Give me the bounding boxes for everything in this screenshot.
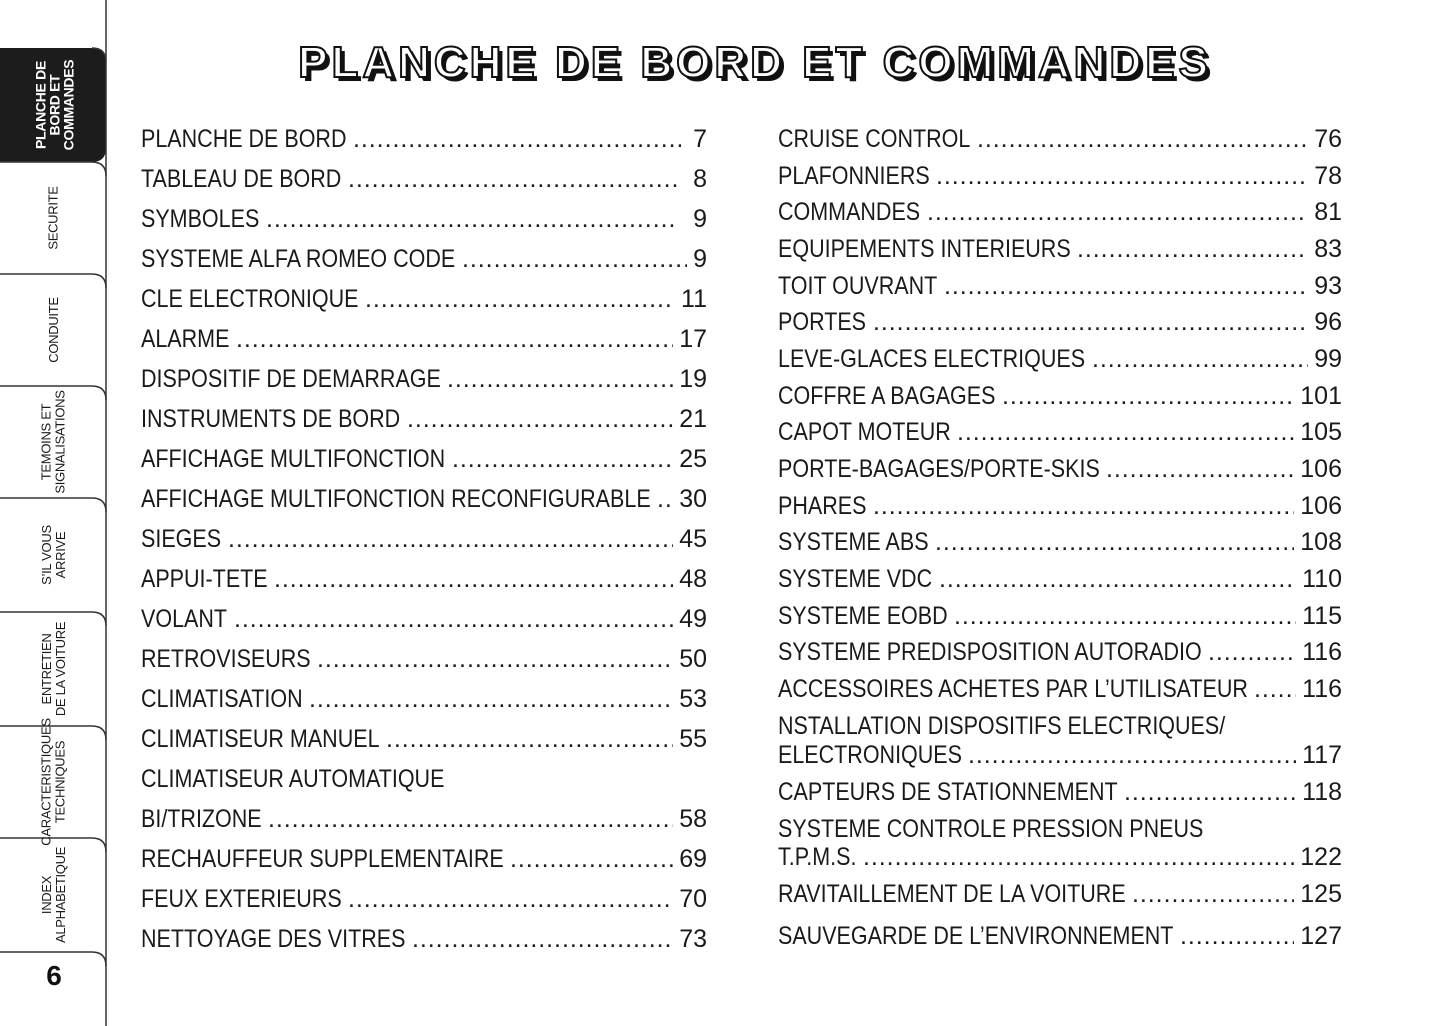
toc-entry-page: 58 bbox=[679, 805, 707, 833]
toc-entry-page: 25 bbox=[679, 445, 707, 473]
toc-entry[interactable] bbox=[141, 564, 707, 594]
toc-entry-page: 116 bbox=[1302, 675, 1342, 703]
toc-entry-page: 73 bbox=[679, 925, 707, 953]
toc-entry-page: 49 bbox=[679, 605, 707, 633]
toc-entry-page: 8 bbox=[693, 165, 707, 193]
toc-entry-label: PLAFONNIERS bbox=[778, 162, 930, 190]
toc-entry[interactable] bbox=[141, 924, 707, 954]
toc-leader-dots bbox=[348, 884, 673, 914]
toc-entry-label: RETROVISEURS bbox=[141, 645, 311, 673]
toc-entry-page: 122 bbox=[1300, 843, 1342, 871]
toc-entry-page: 83 bbox=[1314, 235, 1342, 263]
toc-leader-dots bbox=[365, 284, 675, 314]
toc-entry[interactable] bbox=[778, 740, 1342, 770]
page-title: PLANCHE DE BORD ET COMMANDES bbox=[298, 38, 1212, 87]
toc-entry-page: 50 bbox=[679, 645, 707, 673]
page-number: 6 bbox=[46, 960, 62, 991]
toc-entry[interactable] bbox=[778, 417, 1342, 447]
toc-entry[interactable] bbox=[141, 124, 707, 154]
toc-entry-label: CAPTEURS DE STATIONNEMENT bbox=[778, 778, 1118, 806]
toc-entry-label: PLANCHE DE BORD bbox=[141, 125, 347, 153]
tab-conduite[interactable]: CONDUITE bbox=[46, 297, 61, 363]
chapter-tabs bbox=[0, 0, 108, 1026]
toc-entry[interactable] bbox=[141, 364, 707, 394]
toc-entry[interactable] bbox=[778, 921, 1342, 951]
toc-entry-page: 101 bbox=[1300, 382, 1342, 410]
toc-entry-label: SAUVEGARDE DE L’ENVIRONNEMENT bbox=[778, 922, 1174, 950]
toc-entry[interactable] bbox=[778, 777, 1342, 807]
tab-planche-de-bord[interactable]: PLANCHE DE BORD ET COMMANDES bbox=[31, 59, 76, 151]
toc-entry-page: 115 bbox=[1302, 602, 1342, 630]
toc-entry-page: 116 bbox=[1302, 638, 1342, 666]
toc-entry[interactable] bbox=[141, 684, 707, 714]
toc-entry[interactable] bbox=[778, 601, 1342, 631]
toc-leader-dots bbox=[317, 644, 673, 674]
toc-entry-page: 69 bbox=[679, 845, 707, 873]
toc-entry-page: 76 bbox=[1314, 125, 1342, 153]
toc-entry[interactable] bbox=[778, 637, 1342, 667]
toc-entry-page: 21 bbox=[679, 405, 707, 433]
toc-entry[interactable] bbox=[141, 524, 707, 554]
toc-leader-dots bbox=[936, 161, 1308, 191]
tab-securite[interactable]: SECURITE bbox=[46, 186, 61, 250]
tab-caracteristiques[interactable]: CARACTERISTIQUES TECHNIQUES bbox=[39, 718, 69, 846]
toc-leader-dots bbox=[266, 204, 676, 234]
toc-entry-label: COFFRE A BAGAGES bbox=[778, 382, 996, 410]
toc-leader-dots bbox=[957, 417, 1294, 447]
toc-entry-label: ELECTRONIQUES bbox=[778, 741, 962, 769]
toc-leader-dots bbox=[1254, 674, 1296, 704]
toc-leader-dots bbox=[657, 484, 673, 514]
toc-entry-page: 55 bbox=[679, 725, 707, 753]
toc-entry-label: CAPOT MOTEUR bbox=[778, 418, 951, 446]
toc-leader-dots bbox=[407, 404, 673, 434]
toc-entry-page: 48 bbox=[679, 565, 707, 593]
toc-entry-label: RAVITAILLEMENT DE LA VOITURE bbox=[778, 880, 1126, 908]
toc-leader-dots bbox=[927, 197, 1308, 227]
toc-entry-label: CLIMATISATION bbox=[141, 685, 303, 713]
toc-entry[interactable] bbox=[778, 674, 1342, 704]
toc-leader-dots bbox=[234, 604, 673, 634]
toc-entry[interactable] bbox=[778, 454, 1342, 484]
toc-entry-label: SYSTEME ABS bbox=[778, 528, 929, 556]
toc-entry-page: 118 bbox=[1302, 778, 1342, 806]
toc-entry-label: COMMANDES bbox=[778, 198, 921, 226]
toc-leader-dots bbox=[1208, 637, 1296, 667]
toc-entry[interactable] bbox=[141, 404, 707, 434]
toc-leader-dots bbox=[935, 527, 1294, 557]
toc-leader-dots bbox=[353, 124, 681, 154]
tab-temoins[interactable]: TEMOINS ET SIGNALISATIONS bbox=[38, 390, 68, 494]
toc-leader-dots bbox=[447, 364, 673, 394]
toc-entry[interactable] bbox=[141, 604, 707, 634]
toc-entry[interactable] bbox=[141, 804, 707, 834]
tab-index[interactable]: INDEX ALPHABETIQUE bbox=[38, 846, 68, 944]
toc-leader-dots bbox=[1106, 454, 1294, 484]
toc-entry[interactable] bbox=[778, 307, 1342, 337]
toc-entry[interactable] bbox=[141, 164, 707, 194]
toc-entry-label: NSTALLATION DISPOSITIFS ELECTRIQUES/ bbox=[778, 712, 1226, 740]
toc-entry-label: NETTOYAGE DES VITRES bbox=[141, 925, 406, 953]
toc-entry-page: 125 bbox=[1300, 880, 1342, 908]
toc-entry-page: 17 bbox=[679, 325, 707, 353]
toc-entry[interactable] bbox=[141, 204, 707, 234]
toc-entry-page: 19 bbox=[679, 365, 707, 393]
toc-entry-page: 106 bbox=[1300, 492, 1342, 520]
toc-entry-label: ALARME bbox=[141, 325, 230, 353]
toc-entry-page: 105 bbox=[1300, 418, 1342, 446]
toc-entry-label: BI/TRIZONE bbox=[141, 805, 262, 833]
toc-entry-label: SIEGES bbox=[141, 525, 222, 553]
toc-entry-page: 11 bbox=[681, 285, 707, 313]
toc-entry-label: RECHAUFFEUR SUPPLEMENTAIRE bbox=[141, 845, 504, 873]
toc-entry[interactable] bbox=[141, 284, 707, 314]
toc-leader-dots bbox=[348, 164, 681, 194]
toc-entry-label: SYSTEME VDC bbox=[778, 565, 933, 593]
toc-entry-label: INSTRUMENTS DE BORD bbox=[141, 405, 401, 433]
toc-leader-dots bbox=[1124, 777, 1296, 807]
toc-entry[interactable] bbox=[778, 271, 1342, 301]
toc-entry-page: 106 bbox=[1300, 455, 1342, 483]
toc-entry-page: 127 bbox=[1300, 922, 1342, 950]
toc-entry-page: 96 bbox=[1314, 308, 1342, 336]
toc-entry-label: SYSTEME ALFA ROMEO CODE bbox=[141, 245, 456, 273]
toc-entry-label: FEUX EXTERIEURS bbox=[141, 885, 342, 913]
toc-entry-page: 110 bbox=[1302, 565, 1342, 593]
toc-entry-page: 9 bbox=[693, 205, 707, 233]
toc-entry-label: PORTE-BAGAGES/PORTE-SKIS bbox=[778, 455, 1100, 483]
toc-entry-page: 7 bbox=[693, 125, 707, 153]
toc-entry-label: SYSTEME PREDISPOSITION AUTORADIO bbox=[778, 638, 1202, 666]
toc-entry-label: EQUIPEMENTS INTERIEURS bbox=[778, 235, 1071, 263]
tab-entretien[interactable]: ENTRETIEN DE LA VOITURE bbox=[38, 621, 68, 717]
toc-entry-page: 45 bbox=[679, 525, 707, 553]
toc-entry-label: CLIMATISEUR AUTOMATIQUE bbox=[141, 765, 445, 793]
toc-leader-dots bbox=[236, 324, 673, 354]
toc-entry[interactable] bbox=[141, 884, 707, 914]
toc-entry[interactable] bbox=[778, 491, 1342, 521]
toc-entry-page: 99 bbox=[1314, 345, 1342, 373]
toc-leader-dots bbox=[1180, 921, 1294, 951]
toc-leader-dots bbox=[968, 740, 1296, 770]
toc-entry[interactable] bbox=[141, 324, 707, 354]
toc-entry[interactable] bbox=[778, 527, 1342, 557]
toc-entry[interactable] bbox=[141, 444, 707, 474]
toc-leader-dots bbox=[268, 804, 673, 834]
toc-entry[interactable] bbox=[778, 564, 1342, 594]
toc-entry-page: 108 bbox=[1300, 528, 1342, 556]
toc-leader-dots bbox=[863, 842, 1294, 872]
toc-entry-label: DISPOSITIF DE DEMARRAGE bbox=[141, 365, 441, 393]
toc-entry[interactable] bbox=[778, 124, 1342, 154]
toc-leader-dots bbox=[274, 564, 673, 594]
toc-leader-dots bbox=[510, 844, 673, 874]
toc-entry-page: 53 bbox=[679, 685, 707, 713]
toc-leader-dots bbox=[977, 124, 1308, 154]
toc-entry-label: SYMBOLES bbox=[141, 205, 260, 233]
toc-entry[interactable] bbox=[778, 381, 1342, 411]
toc-entry-page: 30 bbox=[679, 485, 707, 513]
toc-entry-label: ACCESSOIRES ACHETES PAR L’UTILISATEUR bbox=[778, 675, 1248, 703]
toc-leader-dots bbox=[939, 564, 1296, 594]
toc-leader-dots bbox=[873, 307, 1305, 337]
toc-entry-page: 78 bbox=[1314, 162, 1342, 190]
toc-entry-label: SYSTEME CONTROLE PRESSION PNEUS bbox=[778, 815, 1204, 843]
toc-entry[interactable] bbox=[141, 484, 707, 514]
toc-entry[interactable] bbox=[778, 842, 1342, 872]
toc-entry-page: 117 bbox=[1302, 741, 1342, 769]
toc-entry[interactable] bbox=[141, 644, 707, 674]
toc-leader-dots bbox=[1132, 879, 1294, 909]
toc-entry-label: TOIT OUVRANT bbox=[778, 272, 938, 300]
toc-entry-page: 81 bbox=[1314, 198, 1342, 226]
toc-entry[interactable] bbox=[778, 711, 1342, 741]
toc-leader-dots bbox=[954, 601, 1296, 631]
toc-leader-dots bbox=[462, 244, 687, 274]
toc-entry-page: 70 bbox=[679, 885, 707, 913]
toc-leader-dots bbox=[228, 524, 673, 554]
toc-entry[interactable] bbox=[778, 161, 1342, 191]
toc-entry-label: PORTES bbox=[778, 308, 867, 336]
toc-leader-dots bbox=[1077, 234, 1308, 264]
toc-entry-label: AFFICHAGE MULTIFONCTION bbox=[141, 445, 446, 473]
toc-entry-label: PHARES bbox=[778, 492, 867, 520]
toc-leader-dots bbox=[944, 271, 1308, 301]
toc-leader-dots bbox=[1092, 344, 1308, 374]
toc-entry[interactable] bbox=[778, 879, 1342, 909]
toc-entry[interactable] bbox=[778, 344, 1342, 374]
toc-leader-dots bbox=[412, 924, 673, 954]
toc-entry-page: 9 bbox=[693, 245, 707, 273]
toc-entry-label: CRUISE CONTROL bbox=[778, 125, 971, 153]
toc-entry-label: VOLANT bbox=[141, 605, 228, 633]
toc-entry-label: CLIMATISEUR MANUEL bbox=[141, 725, 380, 753]
toc-entry[interactable] bbox=[778, 234, 1342, 264]
toc-entry[interactable] bbox=[141, 244, 707, 274]
toc-entry[interactable] bbox=[778, 814, 1342, 844]
toc-entry[interactable] bbox=[141, 764, 707, 794]
toc-entry-label: SYSTEME EOBD bbox=[778, 602, 948, 630]
toc-entry[interactable] bbox=[778, 197, 1342, 227]
toc-entry[interactable] bbox=[141, 724, 707, 754]
toc-entry-label: CLE ELECTRONIQUE bbox=[141, 285, 359, 313]
toc-entry-label: APPUI-TETE bbox=[141, 565, 268, 593]
toc-entry[interactable] bbox=[141, 844, 707, 874]
toc-leader-dots bbox=[873, 491, 1294, 521]
toc-entry-label: LEVE-GLACES ELECTRIQUES bbox=[778, 345, 1086, 373]
toc-leader-dots bbox=[386, 724, 673, 754]
toc-entry-label: T.P.M.S. bbox=[778, 843, 857, 871]
toc-entry-label: TABLEAU DE BORD bbox=[141, 165, 342, 193]
tab-sil-vous-arrive[interactable]: S’IL VOUS ARRIVE bbox=[39, 525, 68, 585]
toc-leader-dots bbox=[309, 684, 673, 714]
toc-leader-dots bbox=[1002, 381, 1294, 411]
toc-entry-page: 93 bbox=[1314, 272, 1342, 300]
toc-leader-dots bbox=[452, 444, 673, 474]
toc-entry-label: AFFICHAGE MULTIFONCTION RECONFIGURABLE bbox=[141, 485, 651, 513]
